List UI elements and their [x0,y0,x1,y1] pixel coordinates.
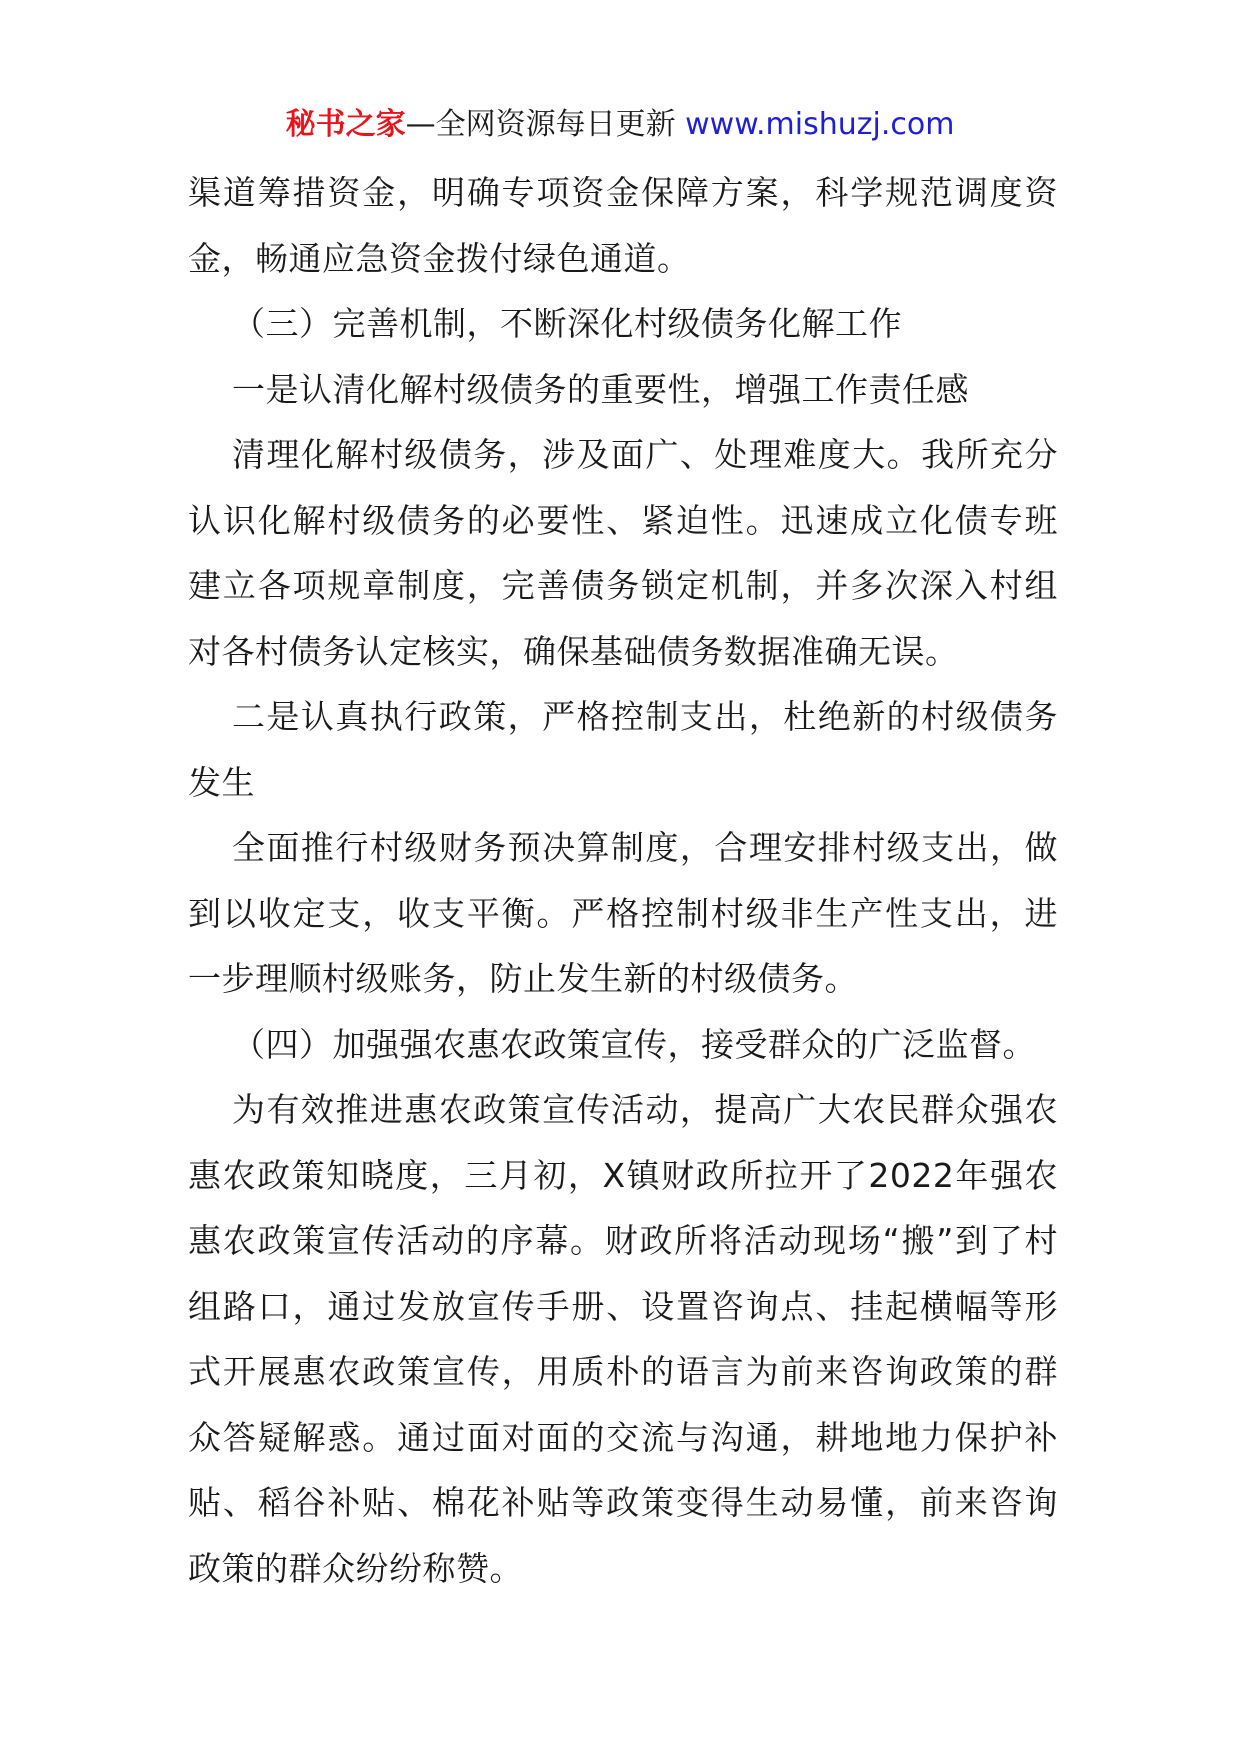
brand-name: 秘书之家 [285,107,406,142]
paragraph: 全面推行村级财务预决算制度，合理安排村级支出，做到以收定支，收支平衡。严格控制村级非生产性支出，进一步理顺村级账务，防止发生新的村级债务。 [188,828,1058,998]
header-tagline: —全网资源每日更新 [405,107,686,142]
subsection-heading: 二是认真执行政策，严格控制支出，杜绝新的村级债务发生 [188,697,1058,802]
page-header [0,100,1240,150]
header-url[interactable]: www.mishuzj.com [685,107,955,142]
paragraph: 渠道筹措资金，明确专项资金保障方案，科学规范调度资金，畅通应急资金拨付绿色通道。 [188,173,1058,278]
paragraph: 为有效推进惠农政策宣传活动，提高广大农民群众强农惠农政策知晓度，三月初，X镇财政所拉开了2022年强农惠农政策宣传活动的序幕。财政所将活动现场“搬”到了村组路口，通过发放宣传手册、设置咨询点、挂起横幅等形式开展惠农政策宣传，用质朴的语言为前来咨询政策的群众答疑解惑。通过面对面的交流与沟通，耕地地力保护补贴、稻谷补贴、棉花补贴等政策变得生动易懂，前来咨询政策的群众纷纷称赞。 [188,1090,1058,1588]
subsection-heading: 一是认清化解村级债务的重要性，增强工作责任感 [232,369,969,409]
section-heading: （四）加强强农惠农政策宣传，接受群众的广泛监督。 [232,1024,1036,1064]
section-heading: （三）完善机制，不断深化村级债务化解工作 [232,304,902,343]
paragraph: 清理化解村级债务，涉及面广、处理难度大。我所充分认识化解村级债务的必要性、紧迫性。迅速成立化债专班建立各项规章制度，完善债务锁定机制，并多次深入村组对各村债务认定核实，确保基础债务数据准确无误。 [188,435,1058,671]
document-body [188,160,1058,1601]
